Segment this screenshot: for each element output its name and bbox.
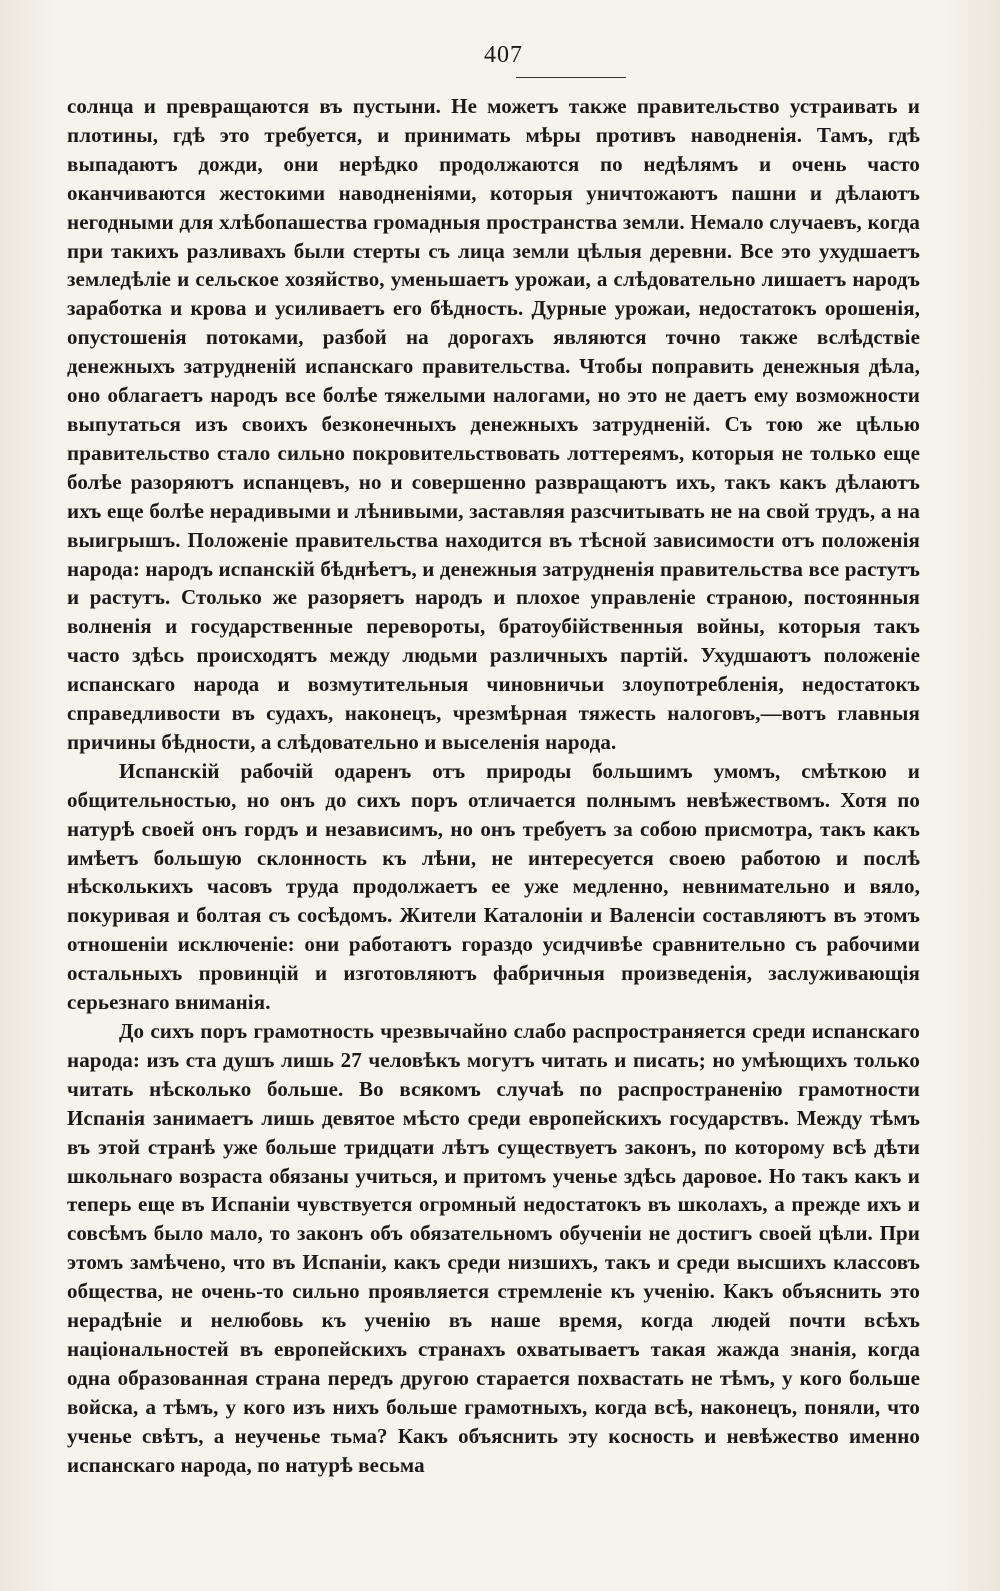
paragraph: Испанскій рабочій одаренъ отъ природы большимъ умомъ, смѣткою и общительностью, но онъ до сихъ поръ отличается полнымъ невѣжествомъ. Хотя по натурѣ своей онъ гордъ и независимъ, но онъ требуетъ за собою присмотра, такъ какъ имѣетъ большую склонность къ лѣни, не интересуется своею работою и послѣ нѣсколькихъ часовъ труда продолжаетъ ее уже медленно, невнимательно и вяло, покуривая и болтая съ сосѣдомъ. Жители Каталоніи и Валенсіи составляютъ въ этомъ отношеніи исключеніе: они работаютъ гораздо усидчивѣе сравнительно съ рабочими остальныхъ провинцій и изготовляютъ фабричныя произведенія, заслуживающія серьезнаго вниманія.	[67, 758, 920, 1015]
header-rule	[516, 77, 626, 78]
paragraph: солнца и превращаются въ пустыни. Не можетъ также правительство устраивать и плотины, гдѣ это требуется, и принимать мѣры противъ наводненія. Тамъ, гдѣ выпадаютъ дожди, они нерѣдко продолжаются по недѣлямъ и очень часто оканчиваются жестокими наводненіями, которыя уничтожаютъ пашни и дѣлаютъ негодными для хлѣбопашества громадныя пространства земли. Немало случаевъ, когда при такихъ разливахъ были стерты съ лица земли цѣлыя деревни. Все это ухудшаетъ земледѣліе и сельское хозяйство, уменьшаетъ урожаи, а слѣдовательно лишаетъ народъ заработка и крова и усиливаетъ его бѣдность. Дурные урожаи, недостатокъ орошенія, опустошенія потоками, разбой на дорогахъ являются точно также вслѣдствіе денежныхъ затрудненій испанскаго правительства. Чтобы поправить денежныя дѣла, оно облагаетъ народъ все болѣе тяжелыми налогами, но это не даетъ ему возможности выпутаться изъ своихъ безконечныхъ денежныхъ затрудненій. Съ тою же цѣлью правительство стало сильно покровительствовать лоттереямъ, которыя не только еще болѣе разоряютъ испанцевъ, но и совершенно развращаютъ ихъ, такъ какъ дѣлаютъ ихъ еще болѣе нерадивыми и лѣнивыми, заставляя разсчитывать не на свой трудъ, а на выигрышъ. Положеніе правительства находится въ тѣсной зависимости отъ положенія народа: народъ испанскій бѣднѣетъ, и денежныя затрудненія правительства все растутъ и растутъ. Столько же разоряетъ народъ и плохое управленіе страною, постоянныя волненія и государственные перевороты, братоубійственныя войны, которыя такъ часто здѣсь происходятъ между людьми различныхъ партій. Ухудшаютъ положеніе испанскаго народа и возмутительныя чиновничьи злоупотребленія, недостатокъ справедливости въ судахъ, наконецъ, чрезмѣрная тяжесть налоговъ,—вотъ главныя причины бѣдности, а слѣдовательно и выселенія народа.	[67, 94, 920, 754]
paragraph: До сихъ поръ грамотность чрезвычайно слабо распространяется среди испанскаго народа: изъ ста душъ лишь 27 человѣкъ могутъ читать и писать; но умѣющихъ только читать нѣсколько больше. Во всякомъ случаѣ по распространенію грамотности Испанія занимаетъ лишь девятое мѣсто среди европейскихъ государствъ. Между тѣмъ въ этой странѣ уже больше тридцати лѣтъ существуетъ законъ, по которому всѣ дѣти школьнаго возраста обязаны учиться, и притомъ ученье здѣсь даровое. Но такъ какъ и теперь еще въ Испаніи чувствуется огромный недостатокъ въ школахъ, а прежде ихъ и совсѣмъ было мало, то законъ объ обязательномъ обученіи не достигъ своей цѣли. При этомъ замѣчено, что въ Испаніи, какъ среди низшихъ, такъ и среди высшихъ классовъ общества, не очень-то сильно проявляется стремленіе къ ученію. Какъ объяснить это нерадѣніе и нелюбовь къ ученію въ наше время, когда людей почти всѣхъ національностей въ европейскихъ странахъ охватываетъ такая жажда знанія, когда одна образованная страна передъ другою старается похвастать не тѣмъ, у кого больше войска, а тѣмъ, у кого изъ нихъ больше грамотныхъ, когда всѣ, наконецъ, поняли, что ученье свѣтъ, а неученье тьма? Какъ объяснить эту косность и невѣжество именно испанскаго народа, по натурѣ весьма	[67, 1019, 920, 1477]
body-text	[67, 92, 920, 1480]
page-number: 407	[484, 42, 523, 68]
